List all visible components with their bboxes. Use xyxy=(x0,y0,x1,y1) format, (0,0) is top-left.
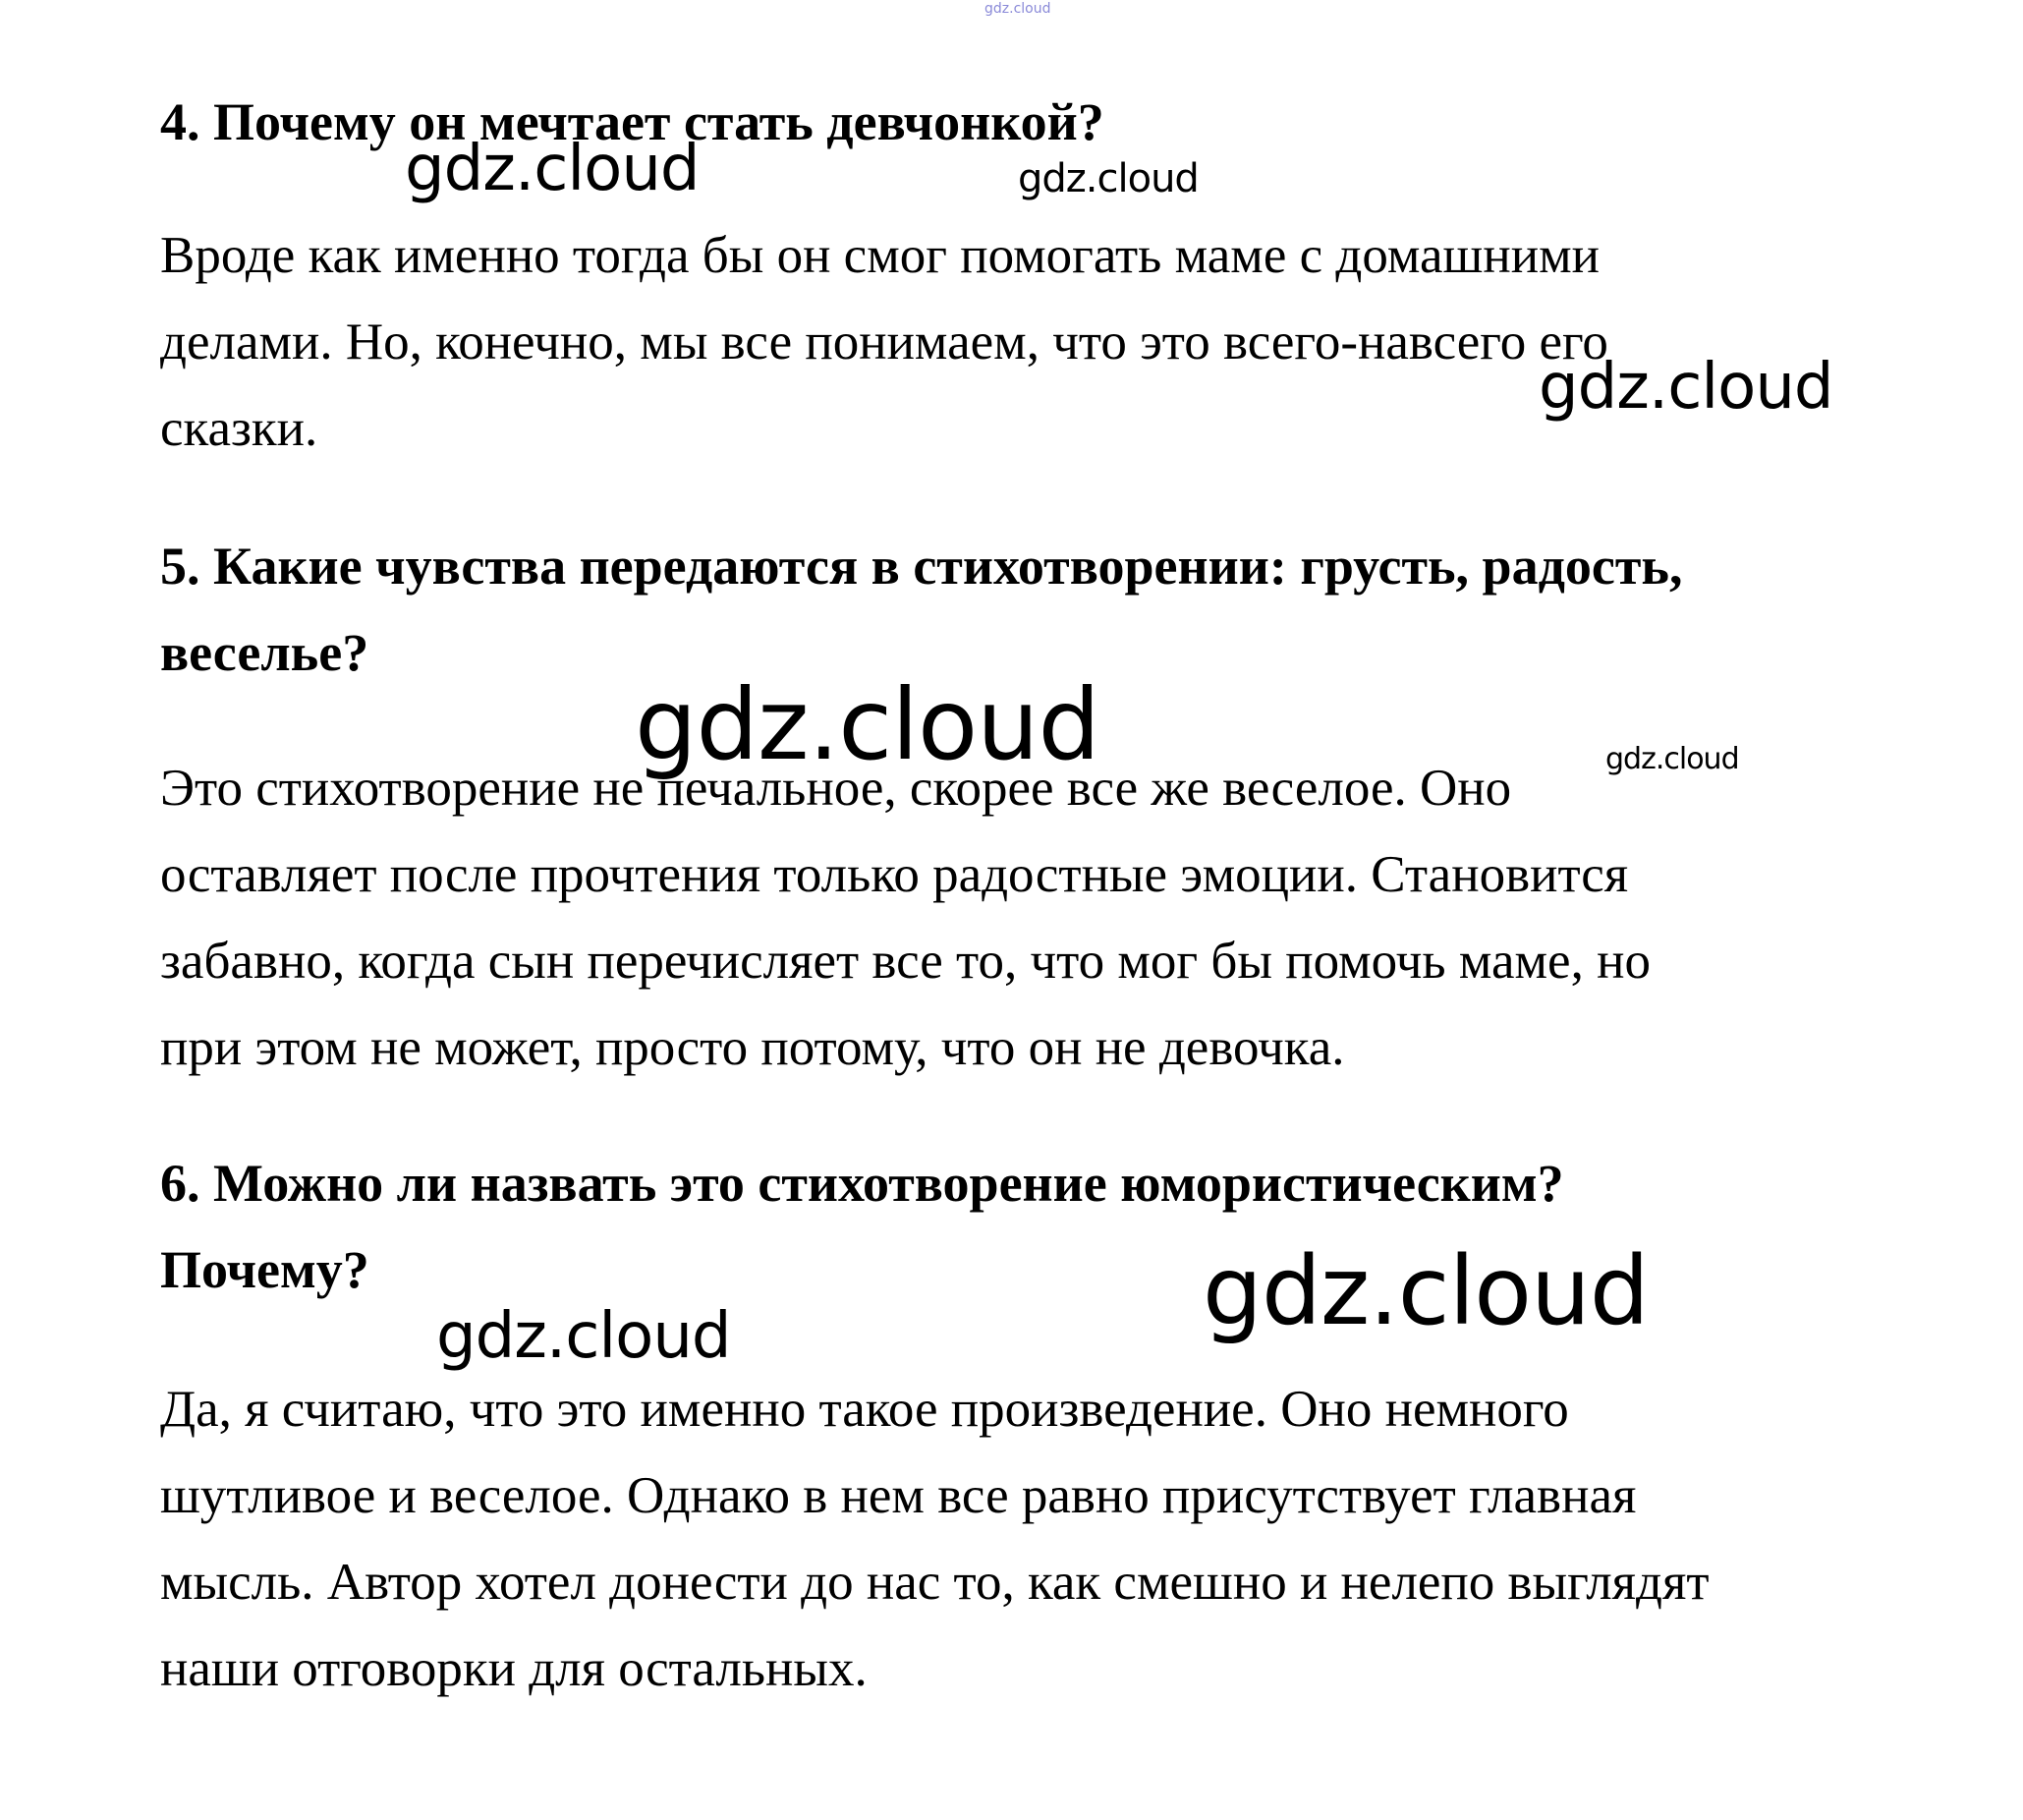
answer-6-line-2: шутливое и веселое. Однако в нем все равно присутствует главная xyxy=(160,1467,1637,1524)
watermark-top: gdz.cloud xyxy=(984,1,1051,17)
question-6-title-line-2: Почему? xyxy=(160,1240,369,1299)
answer-4-line-3: сказки. xyxy=(160,400,318,457)
answer-4-line-1: Вроде как именно тогда бы он смог помогать маме с домашними xyxy=(160,227,1600,284)
answer-6-line-3: мысль. Автор хотел донести до нас то, как смешно и нелепо выглядят xyxy=(160,1554,1710,1611)
question-5-title-line-1: 5. Какие чувства передаются в стихотворении: грусть, радость, xyxy=(160,537,1683,596)
answer-6-line-4: наши отговорки для остальных. xyxy=(160,1640,868,1697)
watermark-1: gdz.cloud xyxy=(405,133,700,205)
watermark-5: gdz.cloud xyxy=(1605,742,1739,776)
question-4-title: 4. Почему он мечтает стать девчонкой? xyxy=(160,92,1104,151)
answer-5-line-1: Это стихотворение не печальное, скорее все же веселое. Оно xyxy=(160,760,1512,817)
question-5-title-line-2: веселье? xyxy=(160,623,369,682)
watermark-3: gdz.cloud xyxy=(1539,351,1833,424)
answer-5-line-2: оставляет после прочтения только радостные эмоции. Становится xyxy=(160,846,1629,903)
answer-5-line-4: при этом не может, просто потому, что он не девочка. xyxy=(160,1019,1345,1076)
answer-5-line-3: забавно, когда сын перечисляет все то, что мог бы помочь маме, но xyxy=(160,933,1651,990)
watermark-7: gdz.cloud xyxy=(436,1300,731,1373)
question-6-title-line-1: 6. Можно ли назвать это стихотворение юмористическим? xyxy=(160,1154,1564,1213)
answer-6-line-1: Да, я считаю, что это именно такое произведение. Оно немного xyxy=(160,1381,1569,1438)
watermark-2: gdz.cloud xyxy=(1018,156,1199,201)
watermark-4: gdz.cloud xyxy=(635,667,1100,782)
watermark-6: gdz.cloud xyxy=(1203,1236,1649,1346)
answer-4-line-2: делами. Но, конечно, мы все понимаем, что это всего-навсего его xyxy=(160,313,1608,370)
